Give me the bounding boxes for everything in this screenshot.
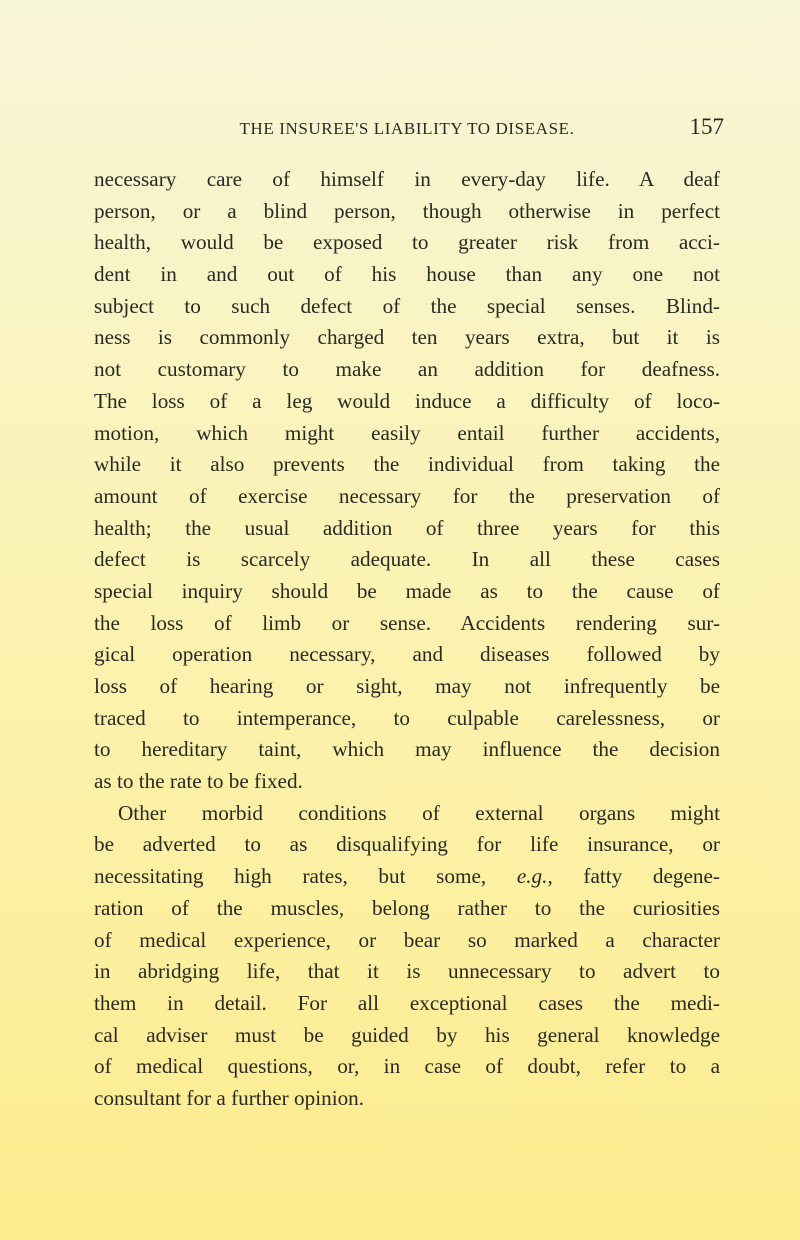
text-line: defect is scarcely adequate. In all these cases — [94, 547, 720, 572]
text-line: motion, which might easily entail further accidents, — [94, 420, 720, 445]
text-line: to hereditary taint, which may influence the decision — [94, 737, 720, 762]
text-line: loss of hearing or sight, may not infrequently be — [94, 674, 720, 698]
running-head — [94, 114, 724, 144]
text-line: amount of exercise necessary for the preservation of — [94, 483, 720, 508]
text-line: health, would be exposed to greater risk from acci- — [94, 230, 720, 255]
text-line: in abridging life, that it is unnecessary to advert to — [94, 959, 720, 984]
text-line: the loss of limb or sense. Accidents rendering sur- — [94, 610, 720, 635]
text-line: dent in and out of his house than any one not — [94, 262, 720, 287]
text-line-paragraph-end: consultant for a further opinion. — [94, 1085, 365, 1110]
text-line: of medical questions, or, in case of doubt, refer to a — [94, 1054, 720, 1079]
page-number: 157 — [689, 114, 724, 139]
text-line: them in detail. For all exceptional cases the medi- — [94, 990, 720, 1015]
text-line: health; the usual addition of three years for this — [94, 515, 720, 540]
text-line-paragraph-start: Other morbid conditions of external organs might — [118, 800, 720, 825]
text-line: traced to intemperance, to culpable carelessness, or — [94, 705, 720, 730]
text-line: ness is commonly charged ten years extra, but it is — [94, 325, 720, 350]
text-line: while it also prevents the individual from taking the — [94, 452, 720, 477]
text-line: necessary care of himself in every-day life. A deaf — [94, 167, 720, 191]
text-line: not customary to make an addition for deafness. — [94, 357, 720, 382]
text-line: special inquiry should be made as to the cause of — [94, 578, 720, 603]
text-line: ration of the muscles, belong rather to the curiosities — [94, 895, 720, 920]
text-line: person, or a blind person, though otherwise in perfect — [94, 198, 720, 223]
text-line: necessitating high rates, but some, e.g., fatty degene- — [94, 864, 720, 889]
text-line: of medical experience, or bear so marked a character — [94, 927, 720, 952]
running-head-title: THE INSUREE'S LIABILITY TO DISEASE. — [239, 119, 575, 138]
text-line: cal adviser must be guided by his general knowledge — [94, 1022, 720, 1047]
text-line: subject to such defect of the special senses. Blind- — [94, 293, 720, 318]
text-line: gical operation necessary, and diseases followed by — [94, 642, 720, 667]
text-line: be adverted to as disqualifying for life insurance, or — [94, 832, 720, 857]
body-text — [94, 164, 720, 1115]
text-line: The loss of a leg would induce a difficulty of loco- — [94, 388, 720, 413]
text-line-paragraph-end: as to the rate to be fixed. — [94, 769, 303, 794]
